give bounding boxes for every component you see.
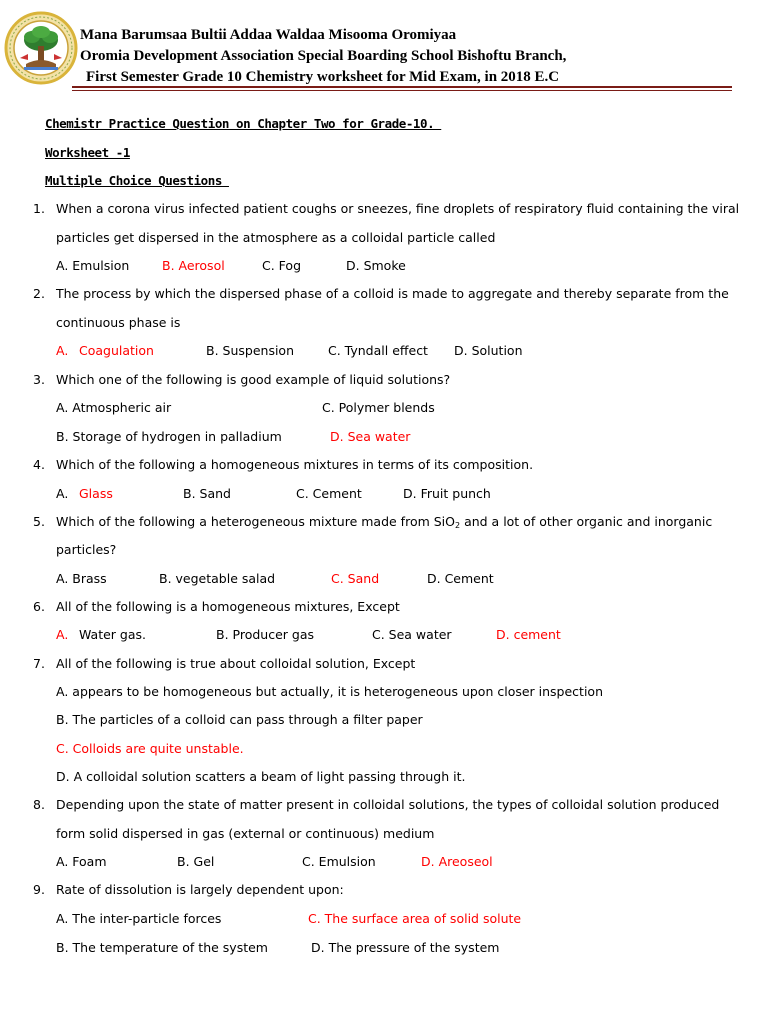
option-a-label: A.	[56, 343, 69, 358]
header-worksheet-title: First Semester Grade 10 Chemistry worksheet for Mid Exam, in 2018 E.C	[86, 69, 560, 85]
question-text: Rate of dissolution is largely dependent upon:	[56, 882, 344, 897]
option-b: B. Suspension	[206, 343, 294, 358]
question-text: particles?	[56, 542, 117, 557]
option-c: C. Emulsion	[302, 854, 376, 869]
option-d: D. The pressure of the system	[311, 940, 500, 955]
question-text: Depending upon the state of matter present in colloidal solutions, the types of colloidal solution produced	[56, 797, 720, 812]
option-d-answer: D. Areoseol	[421, 854, 493, 869]
header-school-name-oromo: Mana Barumsaa Bultii Addaa Waldaa Misooma Oromiyaa	[80, 27, 457, 43]
question-text: All of the following is a homogeneous mixtures, Except	[56, 599, 400, 614]
question-text: particles get dispersed in the atmosphere as a colloidal particle called	[56, 230, 496, 245]
option-a-label: A.	[56, 486, 69, 501]
option-a: A. appears to be homogeneous but actually, it is heterogeneous upon closer inspection	[56, 684, 604, 699]
option-d: D. Cement	[427, 571, 494, 586]
option-b: B. Gel	[177, 854, 215, 869]
question-text	[56, 513, 712, 535]
letterhead	[0, 0, 768, 95]
school-seal-logo	[4, 10, 78, 86]
question-number: 1.	[33, 201, 45, 216]
question-number: 2.	[33, 286, 45, 301]
option-a-answer: Coagulation	[79, 343, 154, 358]
question-text: Which of the following a homogeneous mixtures in terms of its composition.	[56, 457, 534, 472]
question-number: 7.	[33, 656, 45, 671]
option-d: D. Solution	[454, 343, 523, 358]
question-text: All of the following is true about colloidal solution, Except	[56, 656, 416, 671]
question-text-part: and a lot of other organic and inorganic	[460, 514, 713, 529]
question-text: form solid dispersed in gas (external or continuous) medium	[56, 826, 435, 841]
option-b: B. Producer gas	[216, 627, 314, 642]
question-number: 8.	[33, 797, 45, 812]
header-rule-thin	[72, 90, 732, 91]
question-text: Which one of the following is good example of liquid solutions?	[56, 372, 451, 387]
question-text: The process by which the dispersed phase of a colloid is made to aggregate and thereby separate from the	[56, 286, 729, 301]
option-a: Water gas.	[79, 627, 147, 642]
option-a: A. Atmospheric air	[56, 400, 172, 415]
question-text-part: Which of the following a heterogeneous mixture made from SiO	[56, 514, 455, 529]
question-number: 3.	[33, 372, 45, 387]
option-d: D. Fruit punch	[403, 486, 491, 501]
option-a-answer: Glass	[79, 486, 113, 501]
option-a: A. The inter-particle forces	[56, 911, 222, 926]
option-b: B. The particles of a colloid can pass through a filter paper	[56, 712, 423, 727]
option-d: D. A colloidal solution scatters a beam of light passing through it.	[56, 769, 466, 784]
header-rule-thick	[72, 86, 732, 88]
question-text: continuous phase is	[56, 315, 181, 330]
option-a: A. Foam	[56, 854, 107, 869]
option-d-answer: D. Sea water	[330, 429, 411, 444]
option-b: B. The temperature of the system	[56, 940, 268, 955]
question-number: 6.	[33, 599, 45, 614]
option-b: B. vegetable salad	[159, 571, 276, 586]
option-b: B. Storage of hydrogen in palladium	[56, 429, 282, 444]
subscript: 2	[455, 521, 461, 530]
worksheet-label: Worksheet -1	[45, 145, 130, 160]
question-number: 4.	[33, 457, 45, 472]
option-c: C. Cement	[296, 486, 362, 501]
section-heading: Multiple Choice Questions	[45, 173, 229, 188]
option-a-label: A.	[56, 627, 69, 642]
option-a: A. Emulsion	[56, 258, 130, 273]
question-number: 5.	[33, 514, 45, 529]
option-c-answer: C. Colloids are quite unstable.	[56, 741, 244, 756]
question-text: When a corona virus infected patient coughs or sneezes, fine droplets of respiratory fluid containing the viral	[56, 201, 740, 216]
option-c: C. Polymer blends	[322, 400, 435, 415]
option-c-answer: C. Sand	[331, 571, 380, 586]
option-b-answer: B. Aerosol	[162, 258, 225, 273]
option-d: D. Smoke	[346, 258, 406, 273]
option-d-answer: D. cement	[496, 627, 561, 642]
practice-title: Chemistr Practice Question on Chapter Two for Grade-10.	[45, 116, 442, 131]
option-c: C. Fog	[262, 258, 302, 273]
option-c-answer: C. The surface area of solid solute	[308, 911, 522, 926]
option-b: B. Sand	[183, 486, 231, 501]
header-school-name-english: Oromia Development Association Special Boarding School Bishoftu Branch,	[80, 48, 567, 64]
option-c: C. Sea water	[372, 627, 452, 642]
option-c: C. Tyndall effect	[328, 343, 428, 358]
option-a: A. Brass	[56, 571, 107, 586]
question-number: 9.	[33, 882, 45, 897]
